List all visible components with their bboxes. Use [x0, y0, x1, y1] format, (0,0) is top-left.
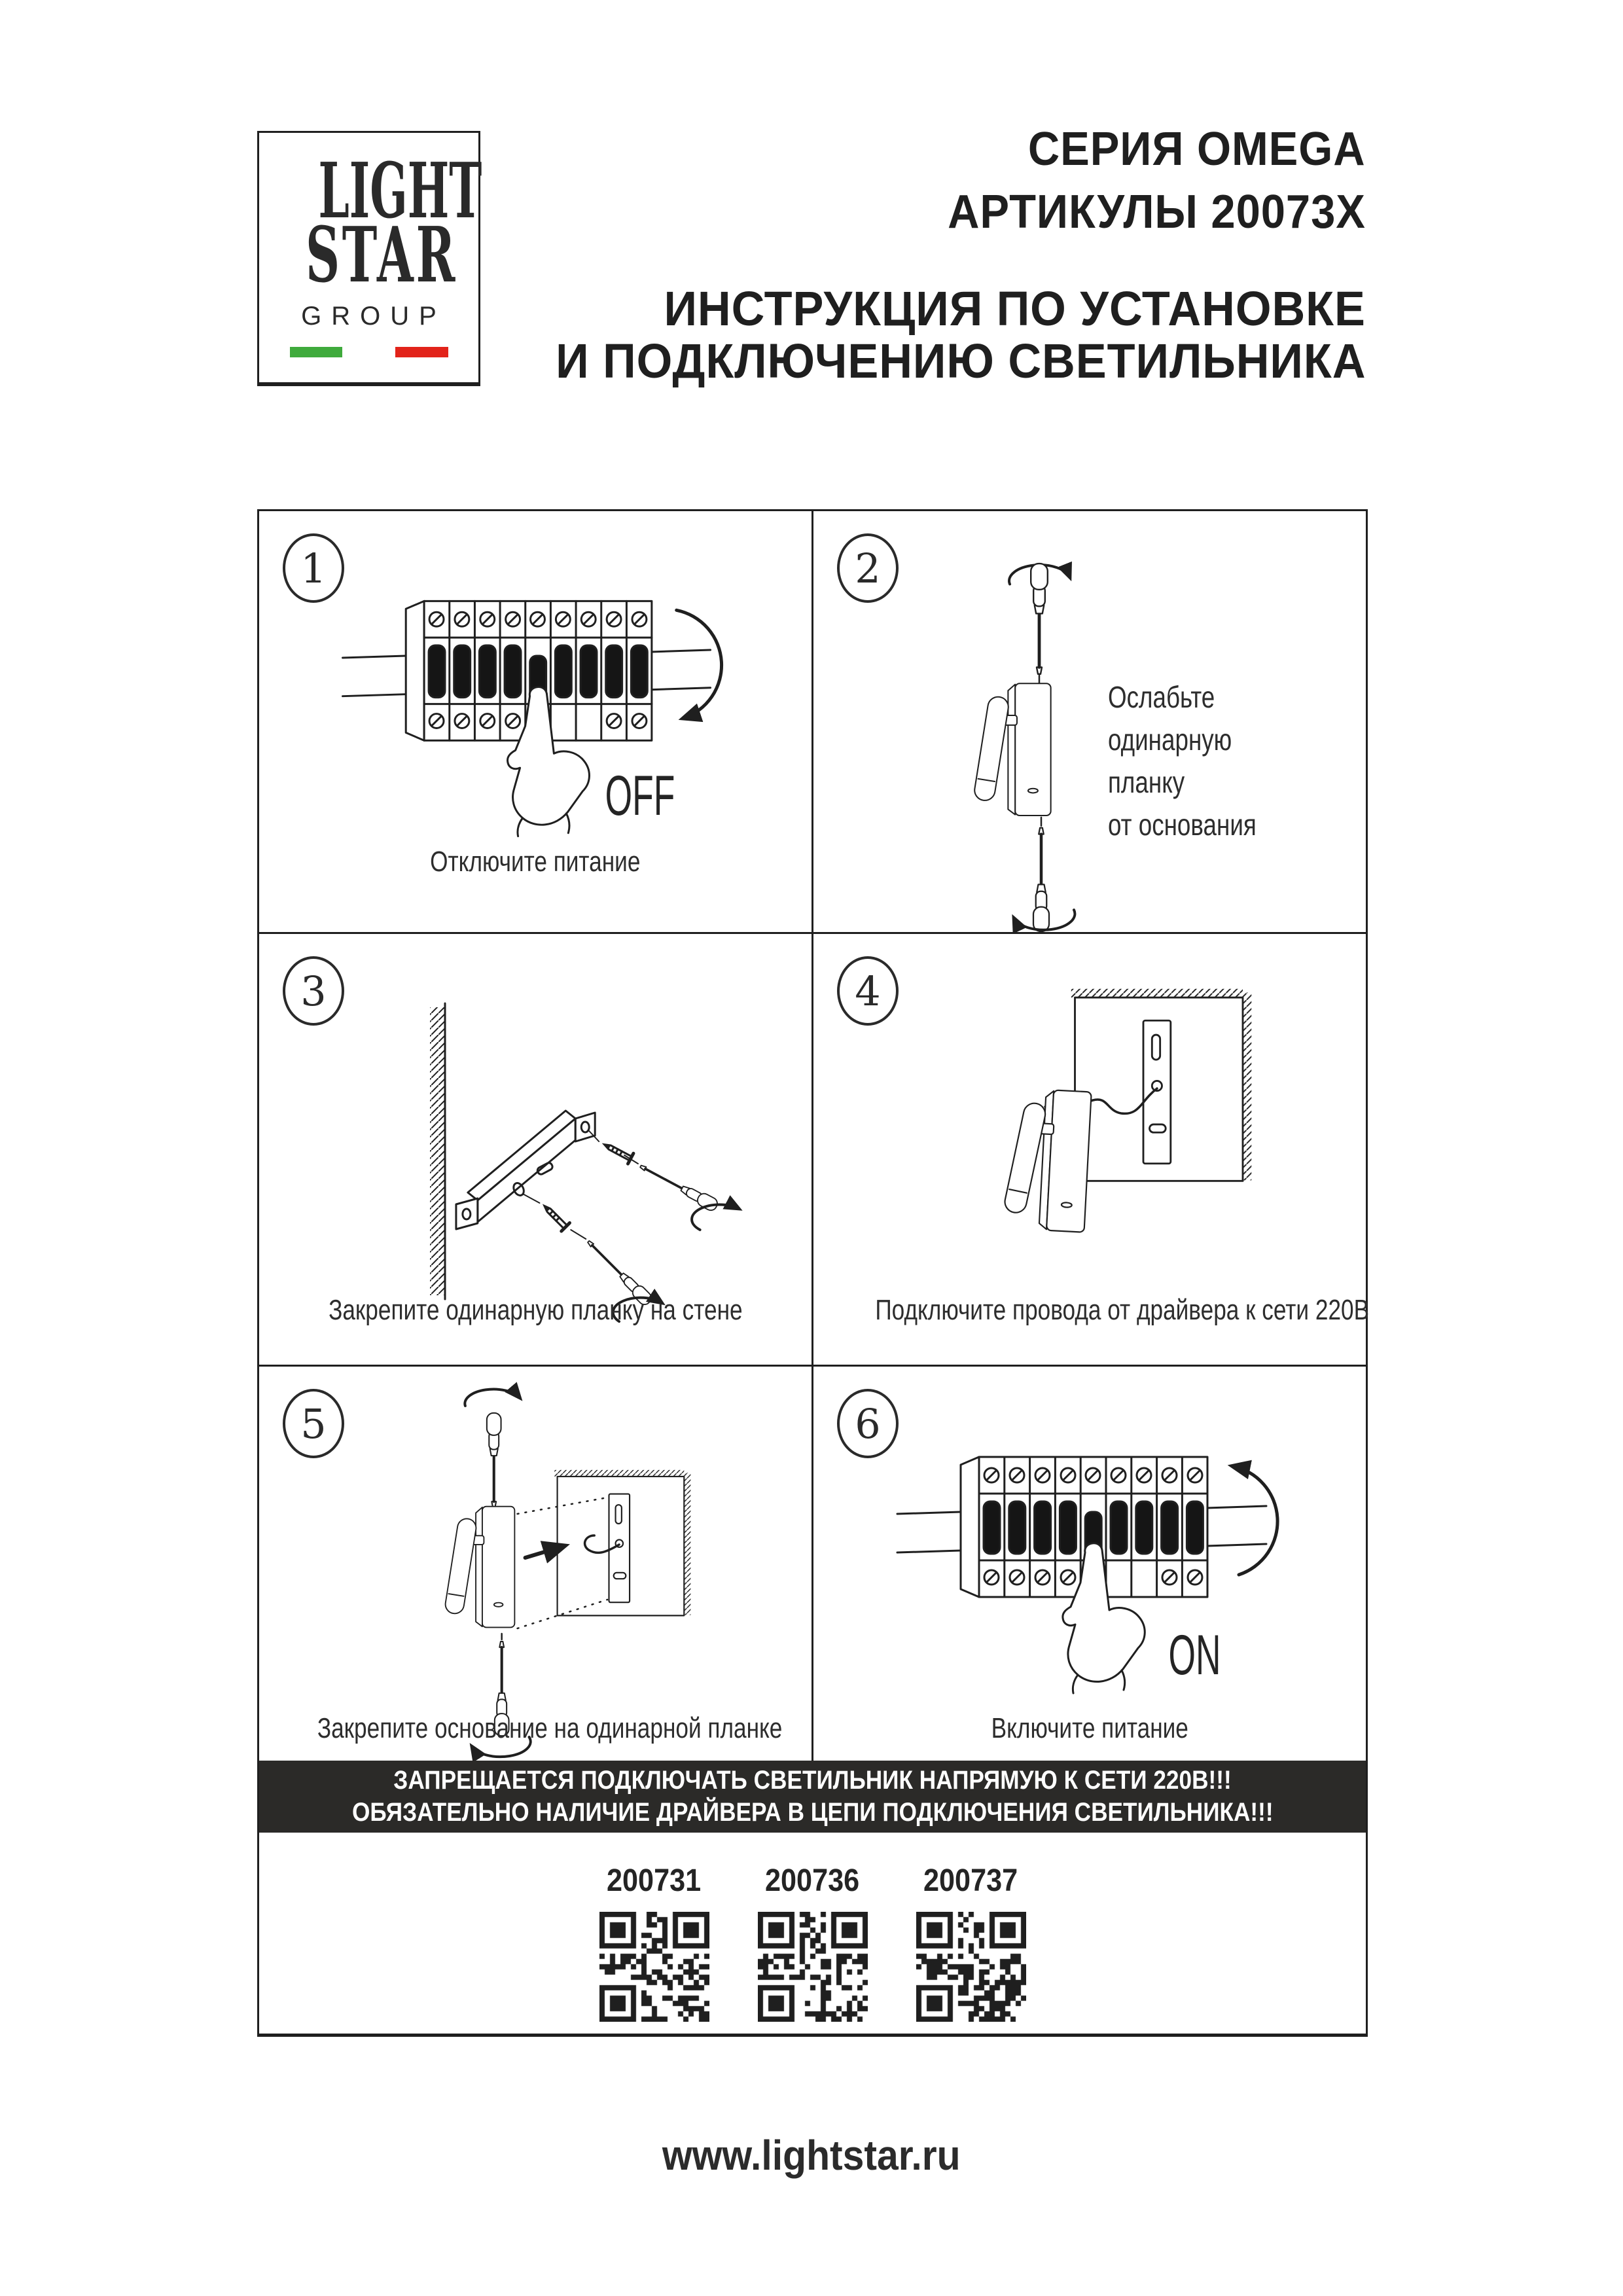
flag-red: [395, 347, 448, 357]
lamp-icon: [1002, 1088, 1092, 1232]
qr-code: [758, 1912, 868, 2022]
website-url: www.lightstar.ru: [662, 2132, 961, 2179]
step-panel-4: [813, 934, 1370, 1367]
step-panel-2: [813, 511, 1366, 934]
switch-down-arrow-icon: [677, 610, 722, 718]
article-number: 200737: [923, 1863, 1018, 1898]
lamp-icon: [973, 683, 1051, 816]
power-on-label: ON: [1168, 1624, 1221, 1687]
lightstar-logo: [257, 131, 480, 386]
step-number-badge: 5: [283, 1389, 344, 1458]
flag-green: [290, 347, 343, 357]
articles-section: [259, 1833, 1366, 2034]
step-number-badge: 3: [283, 956, 344, 1026]
step-panel-1: [259, 511, 813, 934]
lamp-icon: [444, 1507, 515, 1628]
step-caption: Ослабьте одинарную планку от основания: [1108, 680, 1257, 842]
logo-word-group: GROUP: [301, 302, 446, 331]
step-caption: Включите питание: [991, 1712, 1188, 1744]
step-caption: Закрепите одинарную планку на стене: [328, 1294, 743, 1326]
mounting-plate-icon: [478, 1119, 575, 1222]
article-number: 200736: [765, 1863, 860, 1898]
flag-white: [342, 347, 395, 357]
series-title: СЕРИЯ OMEGA: [1028, 123, 1366, 175]
header: [513, 118, 1366, 387]
screw-icon: [539, 1200, 570, 1231]
screwdriver-icon: [487, 1413, 501, 1507]
step-number-badge: 2: [837, 533, 899, 603]
article-item: [916, 1863, 1027, 2022]
italy-flag-icon: [290, 347, 448, 357]
step-panel-6: [813, 1367, 1366, 1761]
step-panel-5: [259, 1367, 813, 1761]
power-off-label: OFF: [605, 764, 675, 827]
switch-up-arrow-icon: [1232, 1466, 1277, 1575]
screw-icon: [599, 1138, 633, 1164]
screwdriver-icon: [1033, 828, 1049, 931]
article-item: [599, 1863, 710, 2022]
articles-title: АРТИКУЛЫ 20073Х: [948, 186, 1366, 238]
screwdriver-icon: [1031, 564, 1048, 674]
wall-hatch: [430, 1007, 445, 1295]
step-number-badge: 1: [283, 533, 344, 603]
instruction-title: ИНСТРУКЦИЯ ПО УСТАНОВКЕ И ПОДКЛЮЧЕНИЮ СВЕТИЛЬНИКА: [555, 281, 1366, 388]
qr-code: [599, 1912, 709, 2022]
wall-icon: [554, 1470, 690, 1615]
screwdriver-icon: [637, 1160, 719, 1212]
article-item: [757, 1863, 868, 2022]
warning-banner: [259, 1761, 1366, 1833]
qr-code: [916, 1912, 1026, 2022]
step-panel-3: [259, 934, 813, 1367]
step-caption: Закрепите основание на одинарной планке: [317, 1712, 783, 1744]
wall-icon: [1071, 989, 1252, 1181]
rotate-arrow-icon: [465, 1390, 520, 1406]
article-number: 200731: [607, 1863, 702, 1898]
instruction-grid: [257, 509, 1368, 2037]
step-number-badge: 6: [837, 1389, 899, 1458]
logo-word-light: LIGHT: [318, 147, 482, 236]
step-number-badge: 4: [837, 956, 899, 1026]
step-caption: Отключите питание: [430, 846, 641, 878]
warning-line-2: ОБЯЗАТЕЛЬНО НАЛИЧИЕ ДРАЙВЕРА В ЦЕПИ ПОДКЛЮЧЕНИЯ СВЕТИЛЬНИКА!!!: [351, 1798, 1274, 1827]
step-caption: Подключите провода от драйвера к сети 220В: [875, 1294, 1370, 1326]
logo-word-star: STAR: [306, 211, 458, 300]
warning-line-1: ЗАПРЕЩАЕТСЯ ПОДКЛЮЧАТЬ СВЕТИЛЬНИК НАПРЯМУЮ К СЕТИ 220В!!!: [393, 1766, 1232, 1795]
